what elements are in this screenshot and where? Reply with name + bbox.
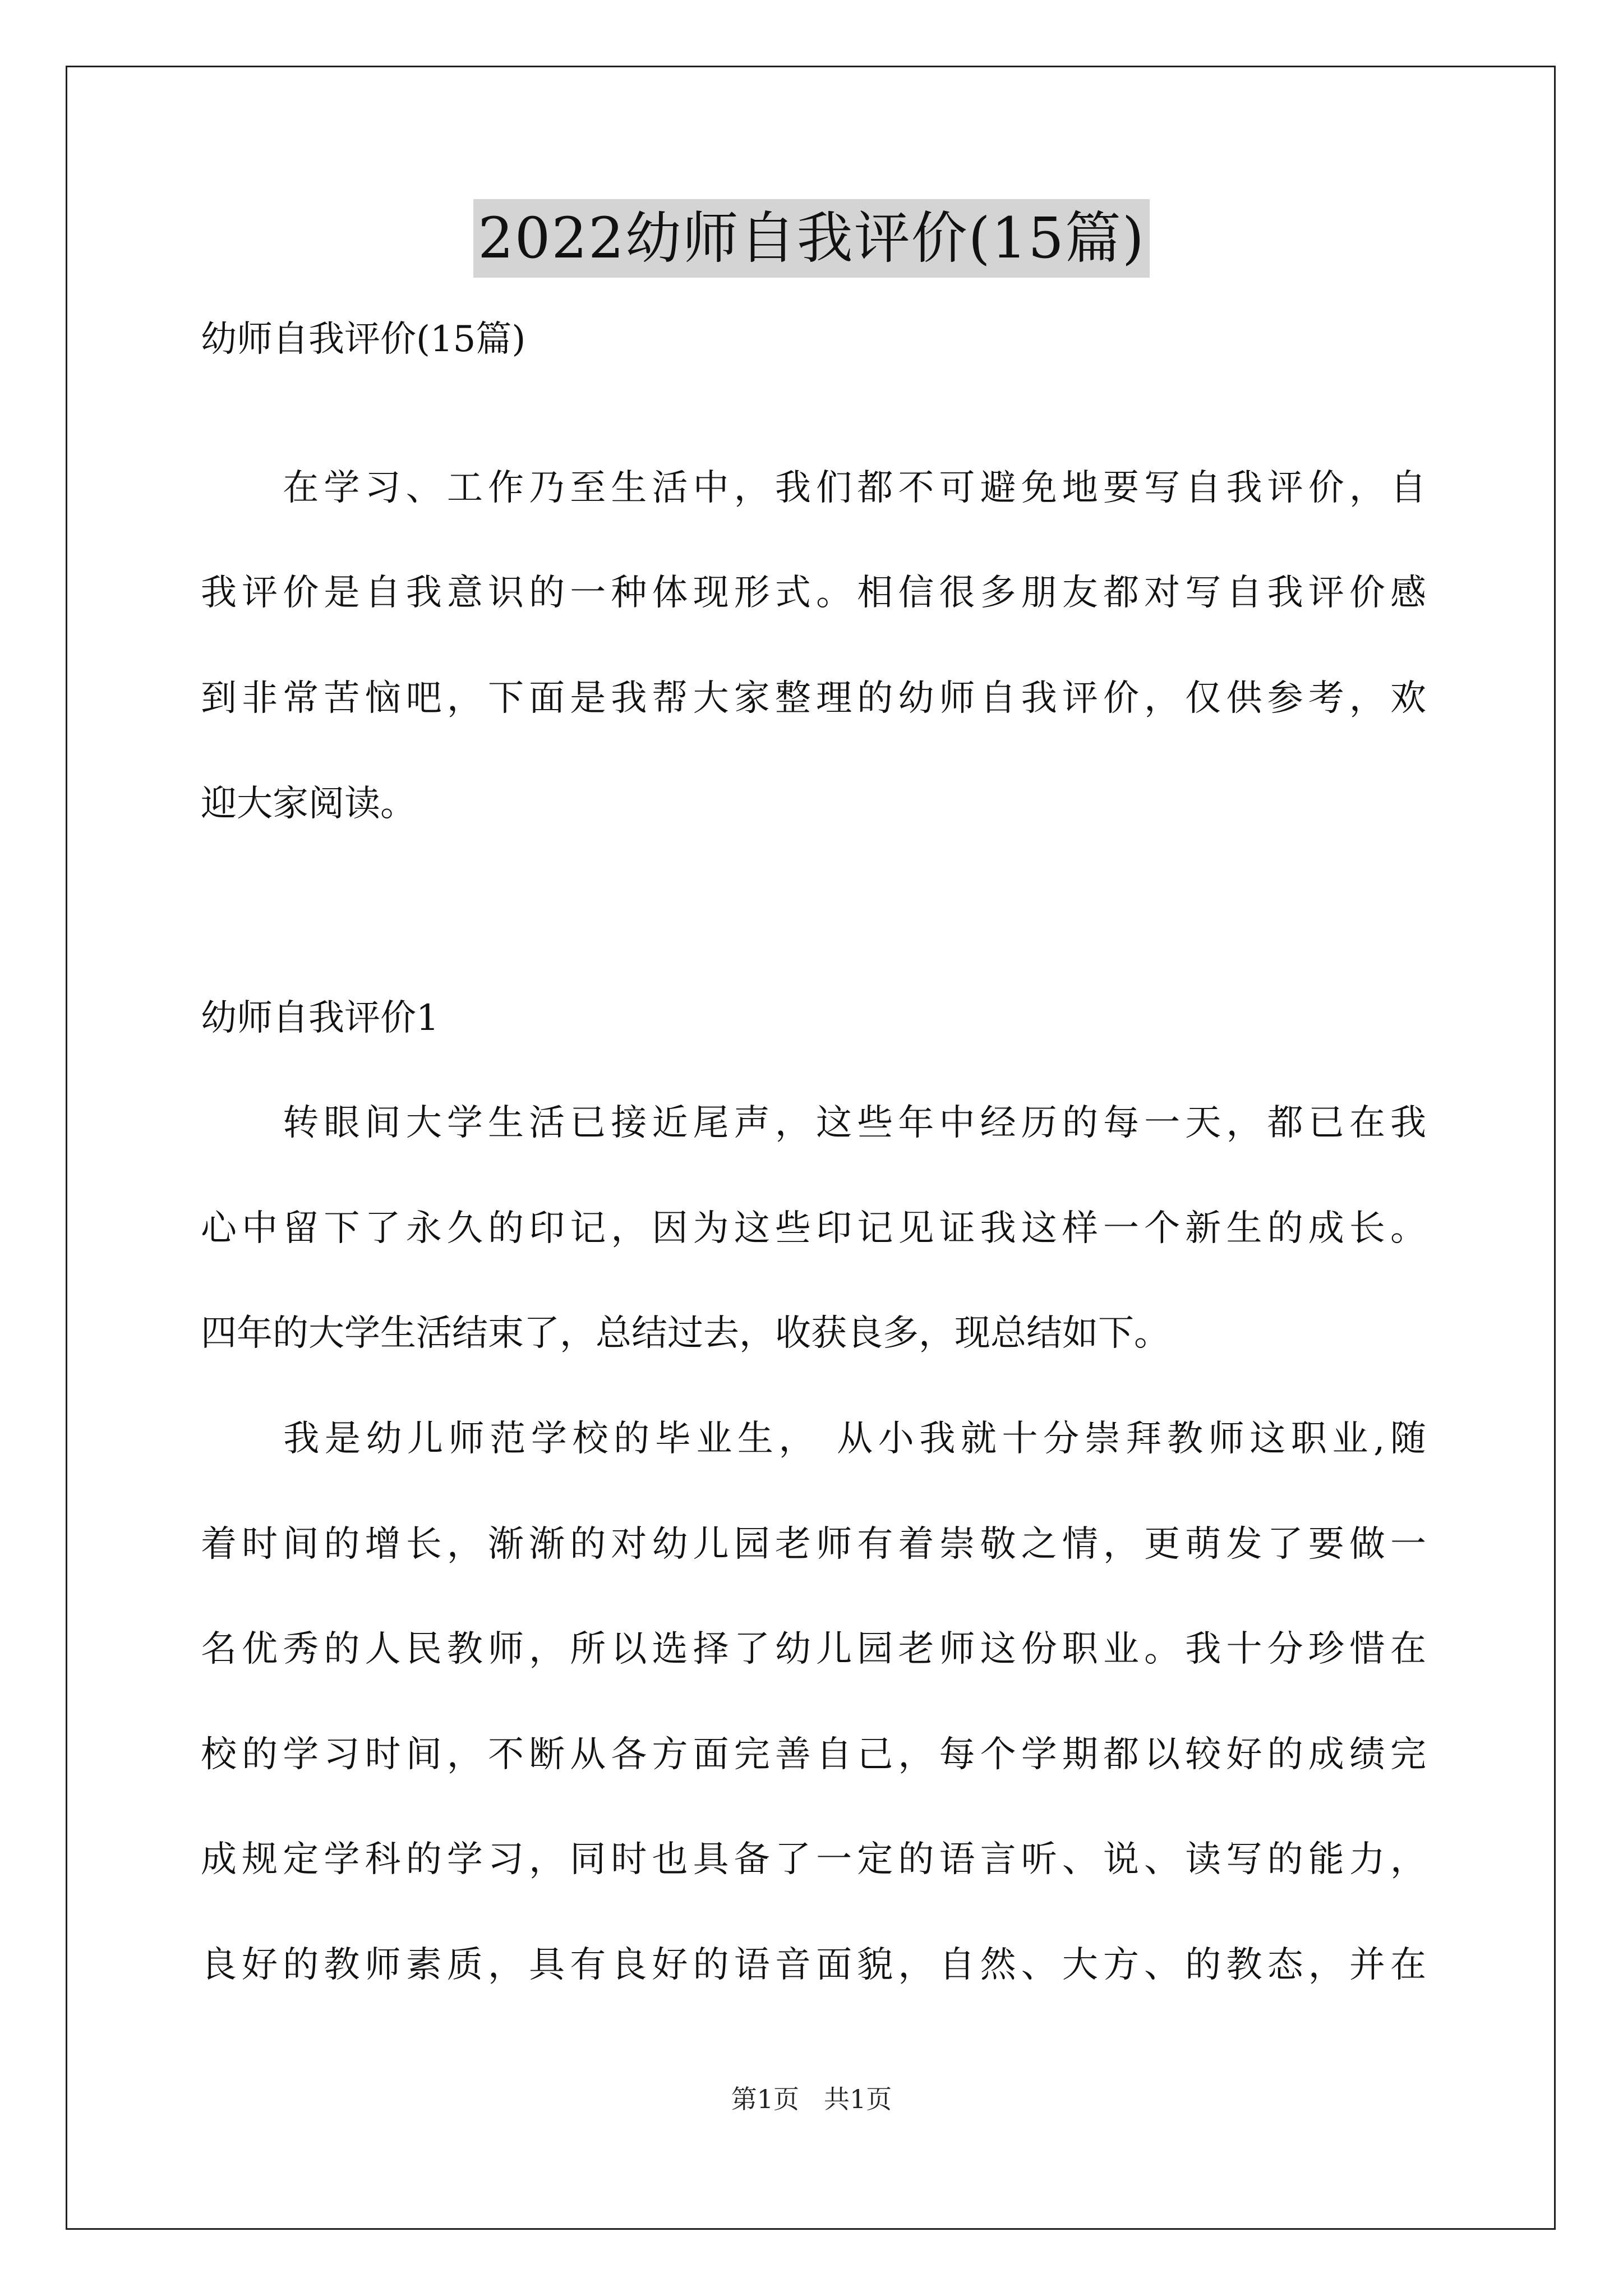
page-number-total: 共1页	[824, 2084, 892, 2114]
paragraph-line: 我评价是自我意识的一种体现形式。相信很多朋友都对写自我评价感	[201, 572, 1426, 614]
paragraph-line: 成规定学科的学习，同时也具备了一定的语言听、说、读写的能力，	[201, 1839, 1426, 1880]
paragraph-line: 迎大家阅读。	[201, 783, 416, 825]
paragraph-line: 校的学习时间，不断从各方面完善自己，每个学期都以较好的成绩完	[201, 1734, 1426, 1775]
section-heading: 幼师自我评价(15篇)	[201, 319, 526, 360]
paragraph-line: 四年的大学生活结束了，总结过去，收获良多，现总结如下。	[201, 1313, 1170, 1354]
paragraph-line: 到非常苦恼吧，下面是我帮大家整理的幼师自我评价，仅供参考，欢	[201, 678, 1426, 719]
paragraph-line: 心中留下了永久的印记，因为这些印记见证我这样一个新生的成长。	[201, 1208, 1426, 1249]
paragraph-line: 转眼间大学生活已接近尾声，这些年中经历的每一天，都已在我	[201, 1102, 1426, 1144]
paragraph-line: 着时间的增长，渐渐的对幼儿园老师有着崇敬之情，更萌发了要做一	[201, 1524, 1426, 1565]
title-container	[0, 199, 1623, 278]
paragraph-line: 名优秀的人民教师，所以选择了幼儿园老师这份职业。我十分珍惜在	[201, 1628, 1426, 1670]
paragraph-line: 我是幼儿师范学校的毕业生， 从小我就十分崇拜教师这职业,随	[201, 1418, 1426, 1460]
paragraph-line: 在学习、工作乃至生活中，我们都不可避免地要写自我评价，自	[201, 467, 1426, 509]
page-number-current: 第1页	[731, 2084, 799, 2114]
section-heading: 幼师自我评价1	[201, 997, 439, 1039]
document-title: 2022幼师自我评价(15篇)	[473, 199, 1150, 278]
page-footer	[0, 2082, 1623, 2116]
paragraph-line: 良好的教师素质，具有良好的语音面貌，自然、大方、的教态，并在	[201, 1944, 1426, 1986]
